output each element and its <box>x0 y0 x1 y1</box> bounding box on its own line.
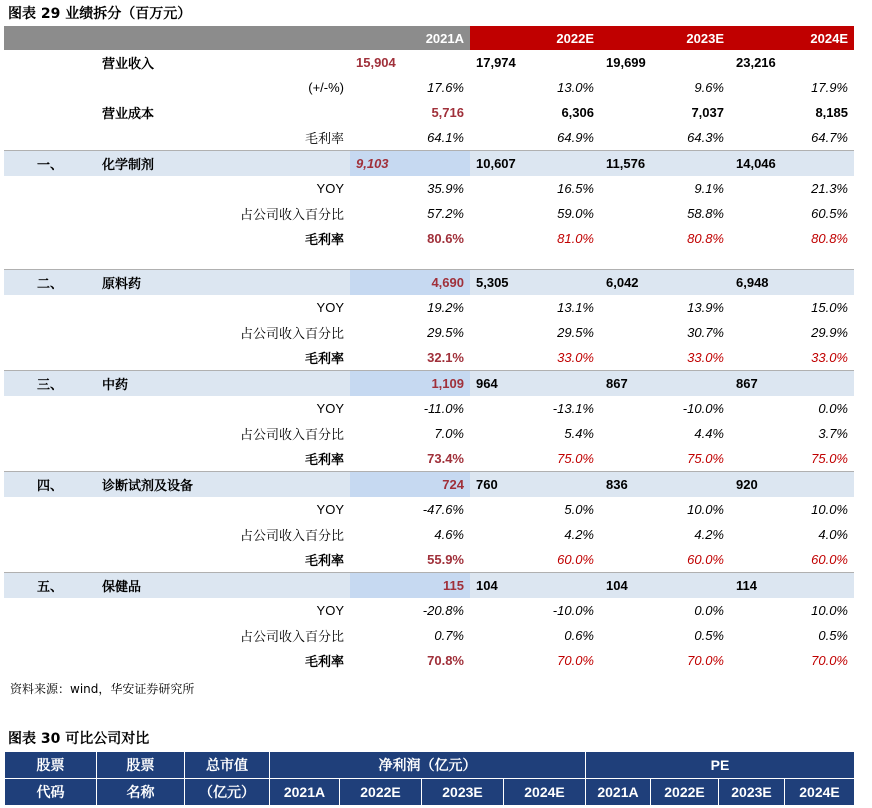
margin-label: 毛利率 <box>304 232 344 247</box>
cell: 0.7% <box>434 628 464 643</box>
cell: 724 <box>350 472 470 498</box>
table-header-row <box>5 779 855 806</box>
header-2024e: 2024E <box>730 26 854 50</box>
cell: 55.9% <box>427 552 464 567</box>
header-2023e: 2023E <box>600 26 730 50</box>
cell: 867 <box>730 371 854 397</box>
cell: 9.1% <box>694 181 724 196</box>
cell: 33.0% <box>811 350 848 365</box>
share-row <box>4 320 854 345</box>
cell: 8,185 <box>815 105 848 120</box>
yoy-row <box>4 295 854 320</box>
yoy-row <box>4 497 854 522</box>
cell: 836 <box>600 472 730 498</box>
cell: 17.9% <box>811 80 848 95</box>
share-row <box>4 522 854 547</box>
segment-number: 五、 <box>4 573 96 599</box>
cell: 75.0% <box>811 451 848 466</box>
segment-row-diagnostics <box>4 472 854 498</box>
cell: 115 <box>350 573 470 599</box>
cell: 0.5% <box>694 628 724 643</box>
cell: 35.9% <box>427 181 464 196</box>
cell: 29.5% <box>427 325 464 340</box>
header-year: 2021A <box>270 779 340 806</box>
cell: 19,699 <box>606 55 646 70</box>
cell: 3.7% <box>818 426 848 441</box>
header-unit: （亿元） <box>185 779 270 806</box>
cell: 9,103 <box>350 151 470 177</box>
cell: 10.0% <box>811 502 848 517</box>
cell: -11.0% <box>423 401 464 416</box>
cell: 81.0% <box>557 231 594 246</box>
cell: 30.7% <box>687 325 724 340</box>
yoy-label: YOY <box>316 401 344 416</box>
cell: 15,904 <box>356 55 396 70</box>
revenue-growth-row <box>4 75 854 100</box>
header-year: 2024E <box>785 779 855 806</box>
yoy-label: YOY <box>316 502 344 517</box>
cell: 867 <box>600 371 730 397</box>
share-label: 占公司收入百分比 <box>239 427 344 442</box>
revenue-label: 营业收入 <box>102 56 155 71</box>
header-year: 2024E <box>504 779 586 806</box>
margin-label: 毛利率 <box>304 351 344 366</box>
cell: 75.0% <box>557 451 594 466</box>
cell: 64.1% <box>427 130 464 145</box>
cost-row <box>4 100 854 125</box>
cell: -20.8% <box>422 603 464 618</box>
header-code: 代码 <box>5 779 97 806</box>
margin-label: 毛利率 <box>304 553 344 568</box>
margin-row <box>4 446 854 472</box>
cell: 5.4% <box>564 426 594 441</box>
cell: 6,948 <box>730 270 854 296</box>
figure-29-title: 图表 29 业绩拆分（百万元） <box>8 6 192 22</box>
cell: 14,046 <box>730 151 854 177</box>
cell: 0.6% <box>564 628 594 643</box>
cell: 4.6% <box>434 527 464 542</box>
header-year: 2022E <box>340 779 422 806</box>
header-year: 2023E <box>719 779 785 806</box>
header-year: 2023E <box>422 779 504 806</box>
cell: 33.0% <box>687 350 724 365</box>
segment-number: 二、 <box>4 270 96 296</box>
header-net-profit: 净利润（亿元） <box>270 752 586 779</box>
segment-number: 三、 <box>4 371 96 397</box>
segment-name: 原料药 <box>96 270 350 296</box>
header-pe: PE <box>586 752 855 779</box>
cell: 13.0% <box>557 80 594 95</box>
cell: 6,042 <box>600 270 730 296</box>
yoy-label: YOY <box>316 300 344 315</box>
cell: 6,306 <box>561 105 594 120</box>
cell: 760 <box>470 472 600 498</box>
segment-name: 保健品 <box>96 573 350 599</box>
segment-number: 四、 <box>4 472 96 498</box>
cell: 70.0% <box>811 653 848 668</box>
cell: 70.8% <box>427 653 464 668</box>
cell: 33.0% <box>557 350 594 365</box>
cell: 57.2% <box>427 206 464 221</box>
cell: 64.3% <box>687 130 724 145</box>
header-stock-name: 股票 <box>97 752 185 779</box>
cell: 1,109 <box>350 371 470 397</box>
cell: 4,690 <box>350 270 470 296</box>
cell: 4.2% <box>564 527 594 542</box>
cell: 60.0% <box>687 552 724 567</box>
header-year: 2021A <box>586 779 651 806</box>
cell: 13.9% <box>687 300 724 315</box>
gross-margin-row <box>4 125 854 151</box>
cell: 11,576 <box>600 151 730 177</box>
cell: 29.5% <box>557 325 594 340</box>
cell: 4.2% <box>694 527 724 542</box>
cell: 75.0% <box>687 451 724 466</box>
cell: 80.8% <box>811 231 848 246</box>
margin-label: 毛利率 <box>304 452 344 467</box>
yoy-label: YOY <box>316 603 344 618</box>
header-2021a: 2021A <box>350 26 470 50</box>
share-row <box>4 623 854 648</box>
source-note: 资料来源：wind，华安证券研究所 <box>10 682 195 696</box>
cell: 17,974 <box>476 55 516 70</box>
segment-number: 一、 <box>4 151 96 177</box>
cell: 16.5% <box>557 181 594 196</box>
segment-name: 中药 <box>96 371 350 397</box>
header-year: 2022E <box>651 779 719 806</box>
cell: 13.1% <box>557 300 594 315</box>
cell: 17.6% <box>427 80 464 95</box>
cell: 7.0% <box>434 426 464 441</box>
cell: 4.0% <box>818 527 848 542</box>
cell: 60.5% <box>811 206 848 221</box>
comparable-companies-table <box>4 751 855 806</box>
share-label: 占公司收入百分比 <box>239 326 344 341</box>
segment-name: 化学制剂 <box>96 151 350 177</box>
cell: 58.8% <box>687 206 724 221</box>
share-row <box>4 421 854 446</box>
cell: 70.0% <box>687 653 724 668</box>
cell: 64.7% <box>811 130 848 145</box>
header-stock-code: 股票 <box>5 752 97 779</box>
cell: 5.0% <box>564 502 594 517</box>
cell: 114 <box>730 573 854 599</box>
cell: 73.4% <box>427 451 464 466</box>
cell: 964 <box>470 371 600 397</box>
cell: 0.5% <box>818 628 848 643</box>
segment-row-tcm <box>4 371 854 397</box>
yoy-row <box>4 396 854 421</box>
cell: -13.1% <box>552 401 594 416</box>
yoy-row <box>4 598 854 623</box>
cell: 7,037 <box>691 105 724 120</box>
cell: 10.0% <box>687 502 724 517</box>
revenue-row <box>4 50 854 75</box>
cell: 5,716 <box>431 105 464 120</box>
cell: 80.8% <box>687 231 724 246</box>
revenue-growth-label: (+/-%) <box>308 80 344 95</box>
share-label: 占公司收入百分比 <box>239 207 344 222</box>
header-2022e: 2022E <box>470 26 600 50</box>
margin-row <box>4 226 854 251</box>
cell: 23,216 <box>736 55 776 70</box>
earnings-breakdown-table <box>4 26 854 673</box>
share-label: 占公司收入百分比 <box>239 528 344 543</box>
cell: -10.0% <box>682 401 724 416</box>
cell: 64.9% <box>557 130 594 145</box>
yoy-label: YOY <box>316 181 344 196</box>
cell: 104 <box>600 573 730 599</box>
segment-name: 诊断试剂及设备 <box>96 472 350 498</box>
margin-row <box>4 648 854 673</box>
share-row <box>4 201 854 226</box>
header-name: 名称 <box>97 779 185 806</box>
cell: 0.0% <box>818 401 848 416</box>
header-market-cap: 总市值 <box>185 752 270 779</box>
cell: 10,607 <box>470 151 600 177</box>
margin-row <box>4 547 854 573</box>
share-label: 占公司收入百分比 <box>239 629 344 644</box>
cell: 59.0% <box>557 206 594 221</box>
cost-label: 营业成本 <box>102 106 155 121</box>
gross-margin-label: 毛利率 <box>304 131 344 146</box>
cell: 0.0% <box>694 603 724 618</box>
segment-row-api <box>4 270 854 296</box>
cell: 4.4% <box>694 426 724 441</box>
cell: 104 <box>470 573 600 599</box>
segment-row-chemical <box>4 151 854 177</box>
figure-30-title: 图表 30 可比公司对比 <box>8 731 150 747</box>
cell: -47.6% <box>422 502 464 517</box>
cell: 9.6% <box>694 80 724 95</box>
cell: 19.2% <box>427 300 464 315</box>
cell: 15.0% <box>811 300 848 315</box>
cell: 5,305 <box>470 270 600 296</box>
cell: -10.0% <box>552 603 594 618</box>
table-header-row <box>5 752 855 779</box>
cell: 920 <box>730 472 854 498</box>
table-header-row <box>4 26 854 50</box>
cell: 10.0% <box>811 603 848 618</box>
cell: 21.3% <box>811 181 848 196</box>
cell: 32.1% <box>427 350 464 365</box>
cell: 60.0% <box>811 552 848 567</box>
cell: 80.6% <box>427 231 464 246</box>
yoy-row <box>4 176 854 201</box>
cell: 29.9% <box>811 325 848 340</box>
cell: 70.0% <box>557 653 594 668</box>
margin-row <box>4 345 854 371</box>
margin-label: 毛利率 <box>304 654 344 669</box>
cell: 60.0% <box>557 552 594 567</box>
segment-row-health-products <box>4 573 854 599</box>
